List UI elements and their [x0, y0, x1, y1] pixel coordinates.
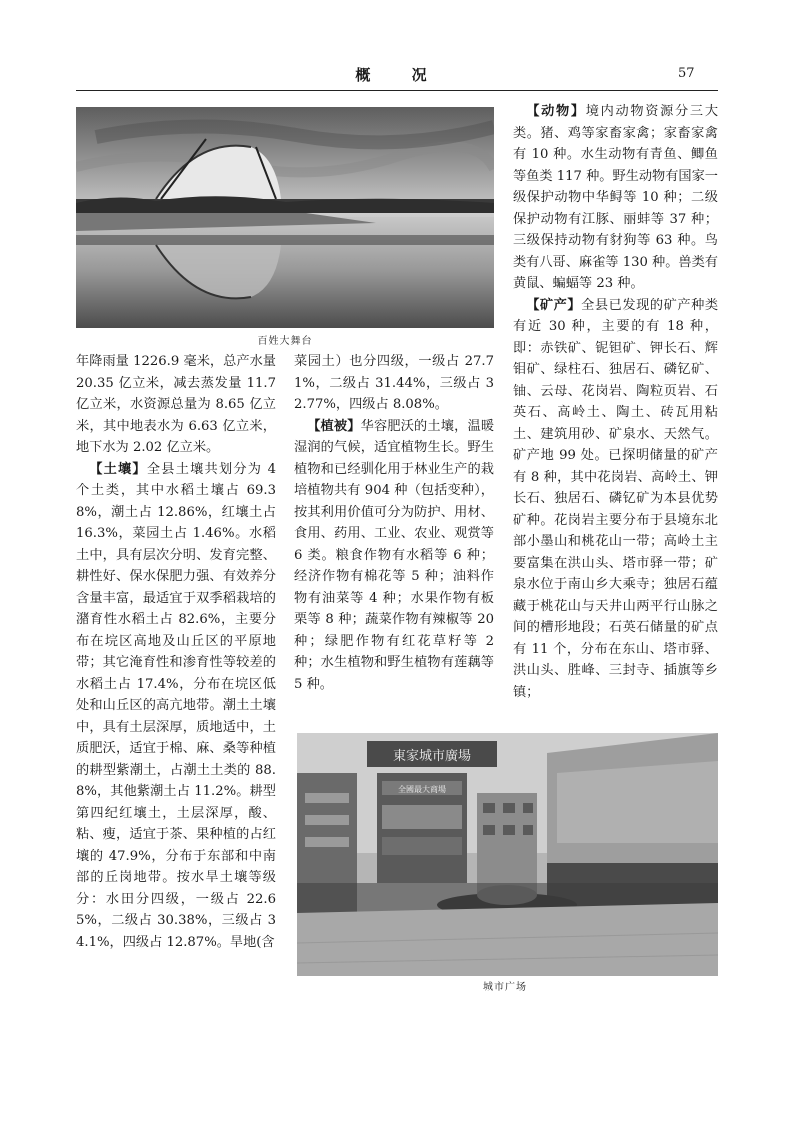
- section-label-animals: 【动物】: [526, 104, 586, 119]
- paragraph-animals-text: 境内动物资源分三大类。猪、鸡等家畜家禽；家畜家禽有 10 种。水生动物有青鱼、鲫鱼等鱼类 117 种。野生动物有国家一级保护动物中华鲟等 10 种；二级保护动物有江豚、丽蚌等 37 种；三级保持动物有豺狗等 63 种。鸟类有八哥、麻雀等 130 种。兽类有黄鼠、蝙蝠等 23 种。: [513, 104, 718, 291]
- paragraph-vegetation: [294, 416, 494, 696]
- running-header-title: 概 况: [355, 66, 445, 84]
- text-column-1: [76, 351, 276, 1011]
- caption-stage: 百姓大舞台: [257, 336, 313, 347]
- caption-city-plaza: 城市广场: [483, 982, 527, 993]
- header-rule: [76, 90, 718, 91]
- paragraph-vegetation-text: 华容肥沃的土壤，温暖湿润的气候，适宜植物生长。野生植物和已经驯化用于林业生产的栽培植物共有 904 种（包括变种），按其利用价值可分为防护、用材、食用、药用、工业、农业、观赏等 6 类。粮食作物有水稻等 6 种；经济作物有棉花等 5 种；油料作物有油菜等 4 种；水果作物有板栗等 8 种；蔬菜作物有辣椒等 20 种；绿肥作物有红花草籽等 2 种；水生植物和野生植物有莲藕等 5 种。: [294, 418, 494, 692]
- paragraph-minerals: [513, 295, 718, 704]
- plaza-sign: 東家城市廣場: [392, 749, 472, 764]
- section-label-vegetation: 【植被】: [307, 418, 361, 434]
- text-column-2: [294, 351, 494, 731]
- paragraph-water: 年降雨量 1226.9 毫米，总产水量 20.35 亿立米，减去蒸发量 11.7 亿立米，水资源总量为 8.65 亿立米，其中地表水为 6.63 亿立米，地下水为 2.02 亿立米。: [76, 354, 276, 455]
- photo-city-plaza: [297, 733, 718, 976]
- paragraph-soil-text: 全县土壤共划分为 4 个土类，其中水稻土壤占 69.38%，潮土占 12.86%，红壤土占 16.3%，菜园土占 1.46%。水稻土中，具有层次分明、发育完整、耕性好、保水保肥力强、有效养分含量丰富，最适宜于双季稻栽培的潴育性水稻土占 82.6%，主要分布在垸区高地及山丘区的平原地带；其它淹育性和渗育性等较差的水稻土占 17.4%，分布在垸区低处和山丘区的高亢地带。潮土土壤中，具有土层深厚，质地适中，土质肥沃，适宜于棉、麻、桑等种植的耕型紫潮土，占潮土土类的 88.8%，其他紫潮土占 11.2%。耕型第四纪红壤土，土层深厚，酸、粘、瘦，适宜于茶、果种植的占红壤的 47.9%，分布于东部和中南部的丘岗地带。按水旱土壤等级分：水田分四级，一级占 22.65%，二级占 30.38%，三级占 34.1%，四级占 12.87%。旱地(含: [76, 461, 276, 950]
- photo-stage: [76, 107, 494, 328]
- photo-stage-graphic: [76, 107, 494, 328]
- section-label-minerals: 【矿产】: [526, 297, 582, 313]
- paragraph-soil-cont: 菜园土）也分四级，一级占 27.71%，二级占 31.44%，三级占 32.77%，四级占 8.08%。: [294, 354, 494, 412]
- photo-plaza-graphic: [297, 733, 718, 976]
- paragraph-animals: [513, 101, 718, 295]
- plaza-sign-2: 全國最大商場: [398, 785, 446, 794]
- section-label-soil: 【土壤】: [89, 461, 147, 477]
- paragraph-soil: [76, 459, 276, 954]
- paragraph-minerals-text: 全县已发现的矿产种类有近 30 种，主要的有 18 种，即：赤铁矿、铌钽矿、钾长石、辉钼矿、绿柱石、独居石、磷钇矿、铀、云母、花岗岩、陶粒页岩、石英石、高岭土、陶土、砖瓦用粘土、建筑用砂、矿泉水、天然气。矿产地 99 处。已探明储量的矿产有 8 种，其中花岗岩、高岭土、钾长石、独居石、磷钇矿为本县优势矿种。花岗岩主要分布于县境东北部小墨山和桃花山一带；高岭土主要富集在洪山头、塔市驿一带；矿泉水位于南山乡大乘寺；独居石蕴藏于桃花山与天井山两平行山脉之间的槽形地段；石英石储量的矿点有 11 个，分布在东山、塔市驿、洪山头、胜峰、三封寺、插旗等乡镇；: [513, 297, 718, 700]
- page-number: 57: [678, 66, 695, 81]
- text-column-3: [513, 101, 718, 731]
